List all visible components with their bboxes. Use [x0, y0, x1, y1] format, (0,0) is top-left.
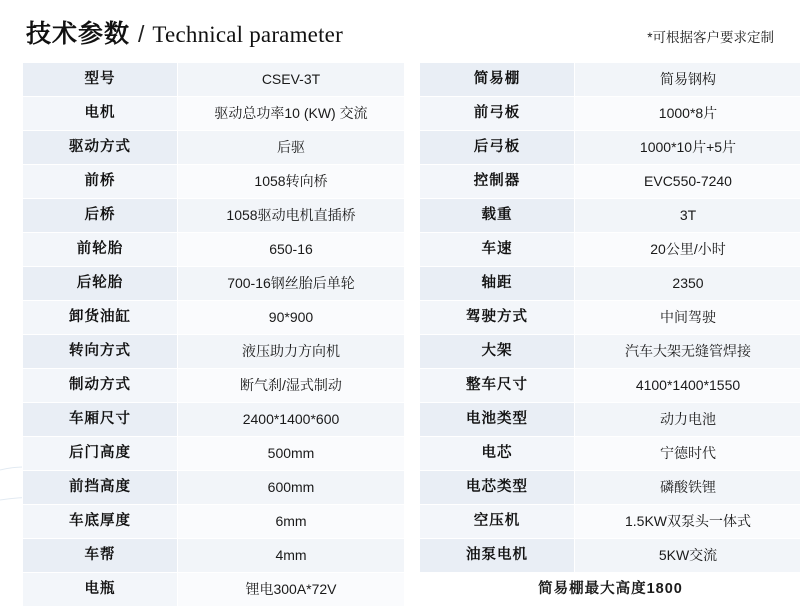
- param-value: 断气刹/湿式制动: [178, 369, 405, 403]
- param-value: 动力电池: [575, 403, 800, 437]
- param-label: 整车尺寸: [420, 369, 575, 403]
- table-row: [420, 505, 800, 539]
- table-row: [23, 131, 405, 165]
- param-label: 前轮胎: [23, 233, 178, 267]
- param-label: 后轮胎: [23, 267, 178, 301]
- param-value: 锂电300A*72V: [178, 573, 405, 607]
- page-title: [26, 14, 343, 50]
- table-row: [420, 267, 800, 301]
- table-row: [420, 131, 800, 165]
- table-row: [23, 63, 405, 97]
- param-label: 转向方式: [23, 335, 178, 369]
- title-english: Technical parameter: [152, 22, 343, 48]
- param-label: 控制器: [420, 165, 575, 199]
- param-label: 车厢尺寸: [23, 403, 178, 437]
- customization-note: *可根据客户要求定制: [647, 26, 774, 48]
- param-value: 500mm: [178, 437, 405, 471]
- param-label: 后门高度: [23, 437, 178, 471]
- param-label: 空压机: [420, 505, 575, 539]
- param-label: 电芯类型: [420, 471, 575, 505]
- left-parameter-table: [22, 62, 405, 607]
- param-label: 制动方式: [23, 369, 178, 403]
- parameter-tables: [22, 62, 778, 607]
- param-value: 5KW交流: [575, 539, 800, 573]
- table-row: [23, 403, 405, 437]
- param-label: 电机: [23, 97, 178, 131]
- table-row: [23, 369, 405, 403]
- param-value: 1058转向桥: [178, 165, 405, 199]
- param-value: 600mm: [178, 471, 405, 505]
- param-value: 简易钢构: [575, 63, 800, 97]
- param-value: CSEV-3T: [178, 63, 405, 97]
- table-row: [420, 539, 800, 573]
- param-label: 前桥: [23, 165, 178, 199]
- canopy-max-height-note: 简易棚最大高度1800: [420, 573, 800, 607]
- param-value: 20公里/小时: [575, 233, 800, 267]
- table-row: [23, 301, 405, 335]
- param-label: 车帮: [23, 539, 178, 573]
- param-label: 车底厚度: [23, 505, 178, 539]
- param-label: 前弓板: [420, 97, 575, 131]
- table-row: [420, 471, 800, 505]
- param-value: 650-16: [178, 233, 405, 267]
- param-value: 4mm: [178, 539, 405, 573]
- table-row: [420, 63, 800, 97]
- table-row: [420, 403, 800, 437]
- param-value: 2400*1400*600: [178, 403, 405, 437]
- param-value: 中间驾驶: [575, 301, 800, 335]
- param-value: 驱动总功率10 (KW) 交流: [178, 97, 405, 131]
- param-label: 车速: [420, 233, 575, 267]
- param-label: 油泵电机: [420, 539, 575, 573]
- param-value: 1000*8片: [575, 97, 800, 131]
- table-row-footer: [420, 573, 800, 607]
- table-row: [420, 335, 800, 369]
- param-value: 1058驱动电机直插桥: [178, 199, 405, 233]
- param-label: 型号: [23, 63, 178, 97]
- param-label: 驾驶方式: [420, 301, 575, 335]
- table-row: [420, 437, 800, 471]
- param-label: 简易棚: [420, 63, 575, 97]
- param-value: EVC550-7240: [575, 165, 800, 199]
- param-label: 电瓶: [23, 573, 178, 607]
- param-label: 后弓板: [420, 131, 575, 165]
- table-row: [23, 539, 405, 573]
- param-value: 后驱: [178, 131, 405, 165]
- title-chinese: 技术参数: [26, 14, 130, 50]
- table-row: [23, 233, 405, 267]
- table-row: [420, 369, 800, 403]
- table-row: [420, 233, 800, 267]
- param-label: 后桥: [23, 199, 178, 233]
- param-value: 液压助力方向机: [178, 335, 405, 369]
- table-row: [23, 471, 405, 505]
- param-label: 大架: [420, 335, 575, 369]
- param-value: 700-16钢丝胎后单轮: [178, 267, 405, 301]
- table-row: [420, 97, 800, 131]
- table-row: [420, 199, 800, 233]
- param-value: 3T: [575, 199, 800, 233]
- table-row: [23, 165, 405, 199]
- param-label: 载重: [420, 199, 575, 233]
- param-label: 电池类型: [420, 403, 575, 437]
- table-row: [23, 437, 405, 471]
- table-row: [23, 335, 405, 369]
- param-label: 前挡高度: [23, 471, 178, 505]
- param-value: 1000*10片+5片: [575, 131, 800, 165]
- right-parameter-table: [419, 62, 800, 607]
- param-label: 卸货油缸: [23, 301, 178, 335]
- param-value: 90*900: [178, 301, 405, 335]
- title-separator: /: [138, 21, 144, 48]
- table-row: [23, 505, 405, 539]
- table-row: [23, 199, 405, 233]
- table-row: [420, 301, 800, 335]
- param-label: 电芯: [420, 437, 575, 471]
- param-value: 2350: [575, 267, 800, 301]
- param-value: 磷酸铁锂: [575, 471, 800, 505]
- table-row: [23, 573, 405, 607]
- param-label: 驱动方式: [23, 131, 178, 165]
- table-row: [23, 97, 405, 131]
- table-row: [420, 165, 800, 199]
- param-label: 轴距: [420, 267, 575, 301]
- param-value: 宁德时代: [575, 437, 800, 471]
- param-value: 汽车大架无缝管焊接: [575, 335, 800, 369]
- param-value: 4100*1400*1550: [575, 369, 800, 403]
- page-header: [22, 14, 778, 50]
- param-value: 1.5KW双泵头一体式: [575, 505, 800, 539]
- param-value: 6mm: [178, 505, 405, 539]
- table-row: [23, 267, 405, 301]
